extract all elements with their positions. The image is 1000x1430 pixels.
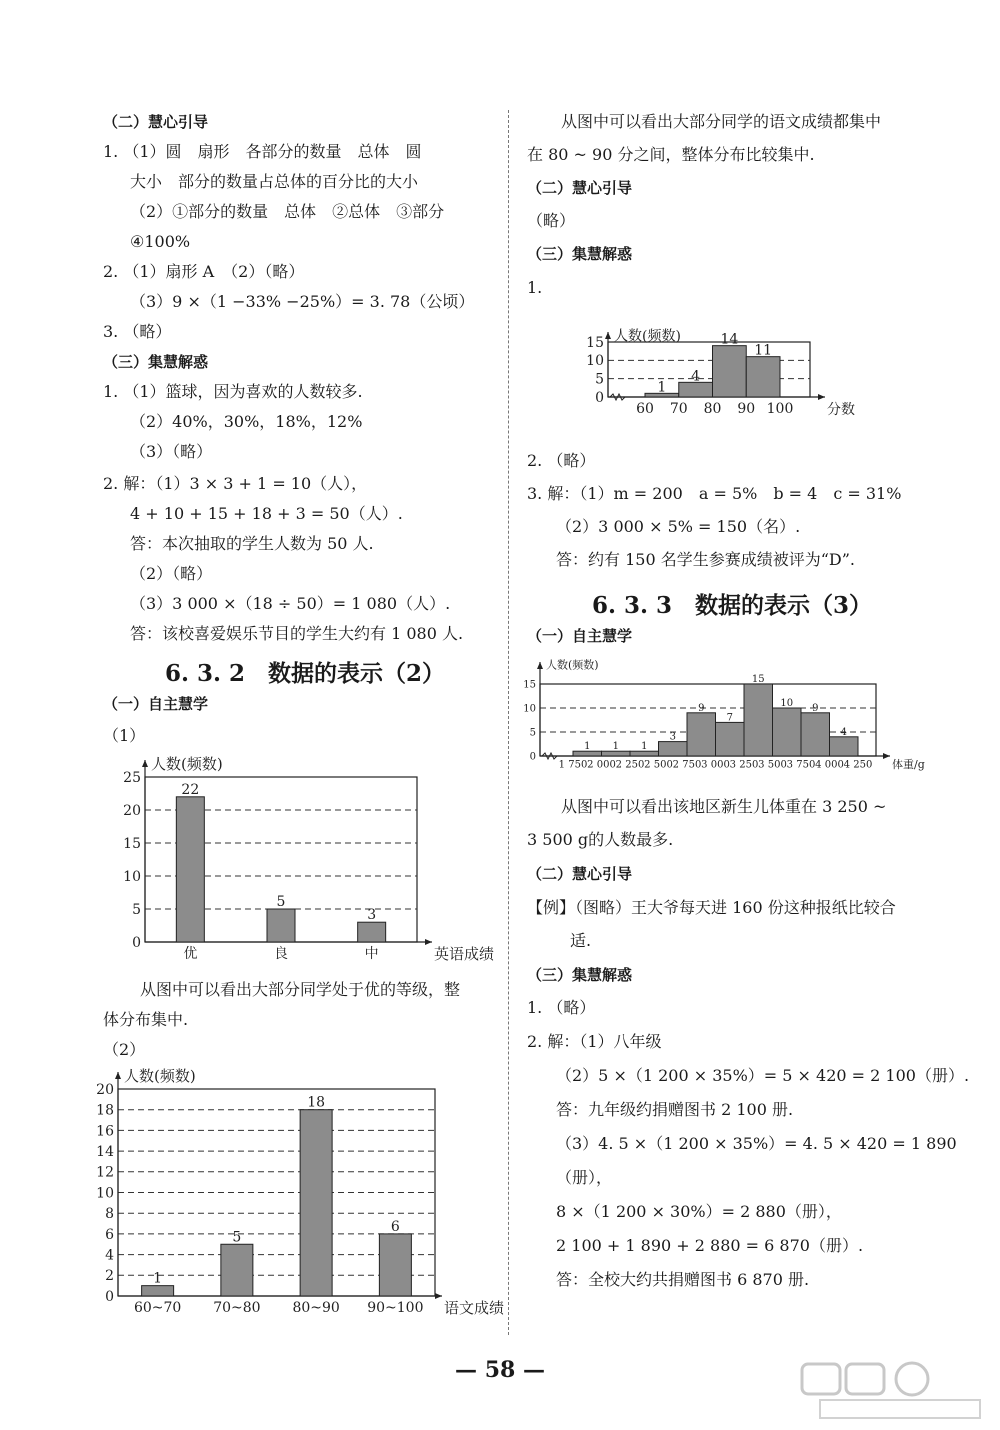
x-axis-arrow	[883, 753, 890, 759]
answer-line: （2）（略）	[130, 564, 213, 583]
data-label: 5	[232, 1229, 242, 1246]
score-histogram	[575, 300, 865, 445]
x-tick-label: 80	[703, 401, 722, 418]
bar	[801, 713, 830, 756]
bar	[687, 713, 716, 756]
x-tick-label: 3 000	[701, 759, 730, 771]
answer-line: 在 80 ~ 90 分之间，整体分布比较集中.	[527, 145, 815, 164]
x-axis-label: 分数	[827, 401, 855, 418]
data-label: 3	[669, 731, 676, 743]
x-tick-label: 3 500	[758, 759, 787, 771]
y-tick-label: 18	[96, 1102, 114, 1119]
answer-line: 答：全校大约共捐赠图书 6 870 册.	[556, 1270, 810, 1289]
answer-line: （2）3 000 × 5% = 150（名）.	[556, 517, 801, 536]
x-axis-arrow	[425, 939, 432, 945]
y-tick-label: 0	[529, 751, 536, 763]
answer-line: 3. （略）	[103, 322, 172, 341]
answer-line: 从图中可以看出该地区新生儿体重在 3 250 ~	[561, 797, 887, 816]
answer-line: 体分布集中.	[103, 1010, 189, 1029]
answer-line: （册），	[556, 1168, 613, 1187]
x-tick-label: 3 750	[786, 759, 816, 771]
y-tick-label: 25	[123, 769, 141, 786]
y-tick-label: 5	[132, 901, 141, 918]
answer-line: （3）4. 5 ×（1 200 × 35%）= 4. 5 × 420 = 1 890	[556, 1134, 957, 1153]
answer-line: 3 500 g的人数最多.	[527, 830, 674, 849]
bar	[221, 1244, 253, 1296]
sub-label: （1）	[103, 726, 146, 745]
section-heading: （三）集慧解惑	[103, 353, 209, 371]
answer-line: 大小 部分的数量占总体的百分比的大小	[130, 172, 419, 191]
answer-line: 2. （略）	[527, 451, 596, 470]
answer-line: ④100%	[130, 232, 191, 251]
bar	[746, 357, 780, 397]
answer-line: （略）	[527, 211, 576, 230]
data-label: 1	[612, 741, 619, 753]
data-label: 1	[657, 379, 667, 396]
x-tick-label: 4 000	[815, 759, 844, 771]
x-axis-label: 体重/g	[892, 758, 925, 771]
bar	[830, 737, 859, 756]
section-heading: （三）集慧解惑	[527, 966, 633, 984]
x-tick-label: 2 500	[644, 759, 673, 771]
x-tick-label: 100	[766, 401, 794, 418]
x-tick-label: 1 750	[558, 759, 588, 771]
answer-line: 3. 解：（1）m = 200 a = 5% b = 4 c = 31%	[527, 484, 902, 503]
bar	[142, 1286, 174, 1296]
y-tick-label: 10	[123, 868, 141, 885]
bar	[300, 1110, 332, 1296]
column-divider	[508, 110, 509, 1335]
y-axis-arrow	[605, 332, 611, 339]
bar	[716, 722, 745, 756]
answer-line: 2. 解：（1）3 × 3 + 1 = 10（人），	[103, 474, 368, 493]
y-tick-label: 15	[123, 835, 141, 852]
x-tick-label: 90	[737, 401, 756, 418]
y-tick-label: 8	[105, 1206, 114, 1223]
data-label: 9	[698, 702, 705, 714]
x-tick-label: 2 750	[672, 759, 702, 771]
y-tick-label: 12	[96, 1164, 114, 1181]
answer-line: 1. （1）篮球，因为喜欢的人数较多.	[103, 382, 363, 401]
answer-line: （2）40%，30%，18%，12%	[130, 412, 363, 431]
x-tick-label: 60	[636, 401, 654, 418]
bar	[358, 922, 386, 942]
section-heading: （二）慧心引导	[527, 865, 633, 883]
data-label: 3	[367, 907, 377, 924]
data-label: 22	[181, 781, 200, 798]
answer-line: （2）①部分的数量 总体 ②总体 ③部分	[130, 202, 445, 221]
y-tick-label: 5	[595, 371, 604, 388]
answer-line: 1. （1）圆 扇形 各部分的数量 总体 圆	[103, 142, 422, 161]
y-tick-label: 5	[529, 727, 536, 739]
y-axis-arrow	[142, 760, 148, 767]
y-axis-label: 人数(频数)	[124, 1067, 196, 1085]
page-number: — 58 —	[455, 1357, 545, 1383]
y-axis-label: 人数(频数)	[546, 658, 599, 672]
data-label: 1	[584, 741, 591, 753]
answer-line: 答：本次抽取的学生人数为 50 人.	[130, 534, 374, 553]
answer-line: 从图中可以看出大部分同学的语文成绩都集中	[561, 112, 882, 131]
x-tick-label: 2 250	[615, 759, 645, 771]
english-grade-bar-chart	[100, 752, 495, 972]
x-axis-label: 英语成绩	[434, 944, 495, 963]
x-tick-label: 70	[669, 401, 688, 418]
data-label: 1	[641, 741, 648, 753]
data-label: 4	[691, 368, 701, 385]
section-heading: （一）自主慧学	[103, 695, 209, 713]
bar	[659, 742, 688, 756]
section-heading: （三）集慧解惑	[527, 245, 633, 263]
y-tick-label: 0	[105, 1288, 114, 1305]
answer-line: （2）5 ×（1 200 × 35%）= 5 × 420 = 2 100（册）.	[556, 1066, 970, 1085]
x-tick-label: 60~70	[133, 1300, 182, 1317]
y-tick-label: 10	[96, 1185, 114, 1202]
section-heading: （二）慧心引导	[103, 113, 209, 131]
x-tick-label: 70~80	[213, 1300, 261, 1317]
y-tick-label: 15	[586, 334, 604, 351]
x-axis-arrow	[818, 394, 825, 400]
bar	[773, 708, 802, 756]
data-label: 7	[726, 712, 733, 724]
bar	[379, 1234, 411, 1296]
data-label: 6	[390, 1218, 400, 1235]
answer-line: （3）（略）	[130, 442, 213, 461]
y-tick-label: 4	[105, 1247, 114, 1264]
data-label: 18	[307, 1094, 326, 1111]
x-axis-label: 语文成绩	[444, 1298, 505, 1317]
y-tick-label: 0	[132, 934, 141, 951]
y-tick-label: 16	[96, 1123, 114, 1140]
answer-line: 适.	[570, 931, 592, 950]
data-label: 9	[812, 702, 819, 714]
x-axis-arrow	[435, 1293, 442, 1299]
data-label: 4	[840, 726, 847, 738]
answer-line: （3）9 ×（1 −33% −25%）= 3. 78（公顷）	[130, 292, 475, 311]
x-tick-label: 4 250	[843, 759, 873, 771]
answer-line: 答：该校喜爱娱乐节目的学生大约有 1 080 人.	[130, 624, 464, 643]
x-tick-label: 中	[364, 946, 379, 963]
answer-line: 答：九年级约捐赠图书 2 100 册.	[556, 1100, 794, 1119]
data-label: 14	[720, 331, 739, 348]
answer-line: 2. （1）扇形 A （2）（略）	[103, 262, 305, 281]
y-tick-label: 10	[523, 703, 536, 715]
sub-label: （2）	[103, 1040, 146, 1059]
answer-line: 【例】（图略）王大爷每天进 160 份这种报纸比较合	[527, 898, 896, 917]
section-heading: （二）慧心引导	[527, 179, 633, 197]
y-axis-arrow	[115, 1072, 121, 1079]
bar	[744, 684, 773, 756]
y-tick-label: 14	[96, 1144, 114, 1160]
y-tick-label: 20	[123, 802, 141, 819]
y-axis-arrow	[537, 662, 543, 669]
bar	[267, 909, 295, 942]
answer-line: 1.	[527, 278, 543, 297]
answer-line: 8 ×（1 200 × 30%）= 2 880（册），	[556, 1202, 842, 1221]
section-title-633: 6. 3. 3 数据的表示（3）	[592, 592, 873, 619]
y-tick-label: 10	[586, 353, 604, 370]
data-label: 1	[153, 1270, 163, 1287]
y-tick-label: 15	[523, 679, 536, 691]
data-label: 11	[754, 342, 773, 359]
x-tick-label: 良	[274, 946, 288, 963]
section-title-632: 6. 3. 2 数据的表示（2）	[165, 660, 446, 687]
x-tick-label: 3 250	[729, 759, 759, 771]
watermark-logo	[800, 1360, 990, 1426]
y-tick-label: 2	[105, 1268, 114, 1285]
data-label: 15	[751, 674, 765, 685]
answer-line: 从图中可以看出大部分同学处于优的等级，整	[140, 980, 461, 999]
answer-line: 2. 解：（1）八年级	[527, 1032, 662, 1051]
data-label: 10	[780, 698, 794, 709]
y-tick-label: 6	[105, 1226, 114, 1243]
bar	[176, 797, 204, 942]
bar	[679, 382, 713, 397]
y-axis-label: 人数(频数)	[151, 755, 223, 773]
x-tick-label: 2 000	[587, 759, 616, 771]
chinese-grade-bar-chart	[80, 1064, 505, 1334]
x-tick-label: 80~90	[292, 1300, 340, 1317]
answer-line: 1. （略）	[527, 998, 596, 1017]
x-tick-label: 优	[183, 946, 198, 963]
answer-line: 4 + 10 + 15 + 18 + 3 = 50（人）.	[130, 504, 403, 523]
y-axis-label: 人数(频数)	[614, 328, 681, 345]
data-label: 5	[276, 894, 286, 910]
answer-line: （3）3 000 ×（18 ÷ 50）= 1 080（人）.	[130, 594, 451, 613]
y-tick-label: 20	[96, 1081, 114, 1098]
answer-line: 答：约有 150 名学生参赛成绩被评为“D”.	[556, 550, 855, 569]
newborn-weight-histogram	[518, 656, 925, 778]
bar	[713, 346, 747, 397]
x-tick-label: 90~100	[367, 1300, 424, 1317]
answer-line: 2 100 + 1 890 + 2 880 = 6 870（册）.	[556, 1236, 864, 1255]
section-heading: （一）自主慧学	[527, 627, 633, 645]
y-tick-label: 0	[595, 389, 604, 406]
